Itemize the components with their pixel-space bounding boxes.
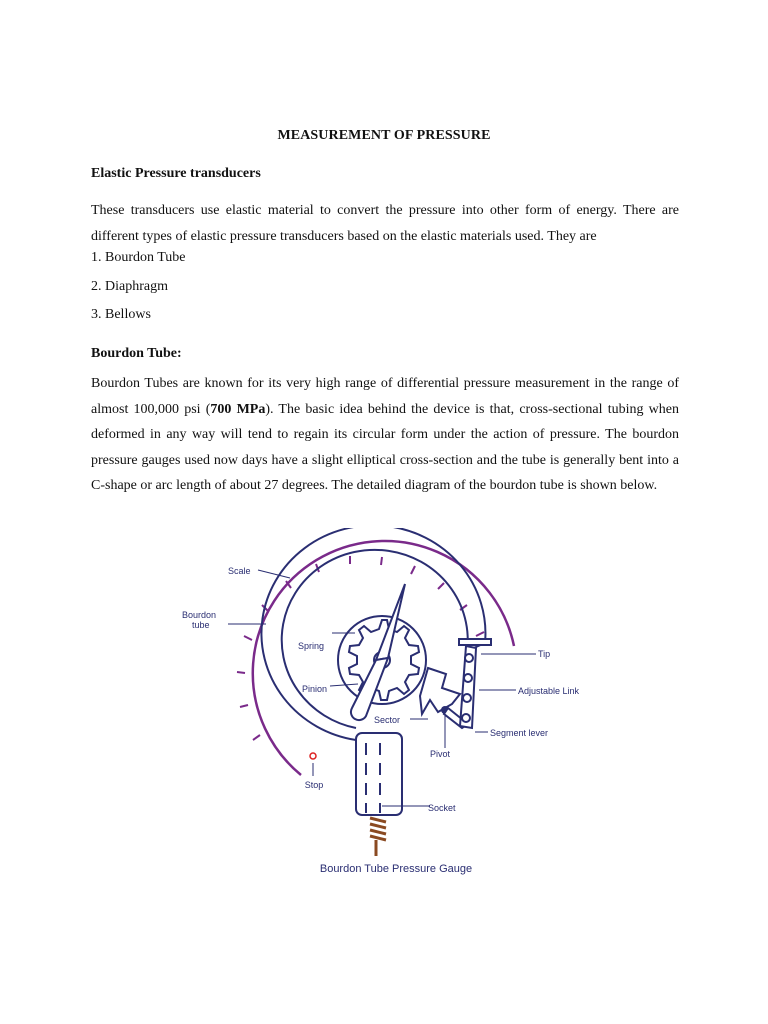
label-segment-lever: Segment lever: [490, 728, 549, 738]
list-item-bourdon: 1. Bourdon Tube: [91, 250, 186, 265]
bourdon-paragraph: [91, 371, 679, 499]
bourdon-paragraph-bold: 700 MPa: [210, 401, 266, 417]
list-item-diaphragm: 2. Diaphragm: [91, 279, 168, 294]
bourdon-paragraph-part1: Bourdon Tubes are known for its very high range of differential pressure measurement in the range of almost 100,000 psi (: [91, 376, 679, 417]
bourdon-paragraph-part2: ). The basic idea behind the device is that, cross-sectional tubing when deformed in any way will tend to regain its circular form under the action of pressure. The bourdon pressure gauges used now days have a slight elliptical cross-section and the tube is generally bent into a C-shape or arc length of about 27 degrees. The detailed diagram of the bourdon tube is shown below.: [91, 401, 679, 493]
adjustable-link: [460, 646, 476, 728]
socket-thread: [370, 818, 386, 856]
figure-caption: Bourdon Tube Pressure Gauge: [319, 863, 473, 875]
label-pinion: Pinion: [302, 684, 328, 694]
label-scale: Scale: [228, 566, 251, 576]
section-heading-bourdon: Bourdon Tube:: [91, 346, 182, 361]
label-adjustable-link: Adjustable Link: [518, 686, 580, 696]
bourdon-gauge-diagram: [170, 528, 600, 883]
label-stop: Stop: [304, 780, 324, 790]
intro-paragraph: These transducers use elastic material to convert the pressure into other form of energy. There are different types of elastic pressure transducers based on the elastic materials used. They are: [91, 203, 679, 244]
label-socket: Socket: [428, 803, 456, 813]
stop-marker: [310, 753, 316, 759]
page-title: MEASUREMENT OF PRESSURE: [277, 128, 491, 143]
section-heading-elastic: Elastic Pressure transducers: [91, 166, 261, 181]
bourdon-gauge-figure: [170, 528, 600, 883]
label-bourdon-line1: Bourdon: [182, 610, 217, 620]
list-item-bellows: 3. Bellows: [91, 307, 151, 322]
label-spring: Spring: [298, 641, 325, 651]
label-sector: Sector: [374, 715, 401, 725]
tip-bar: [459, 639, 491, 645]
label-tip: Tip: [538, 649, 551, 659]
sector: [420, 668, 460, 714]
label-pivot: Pivot: [430, 749, 451, 759]
label-bourdon-line2: tube: [192, 620, 210, 630]
